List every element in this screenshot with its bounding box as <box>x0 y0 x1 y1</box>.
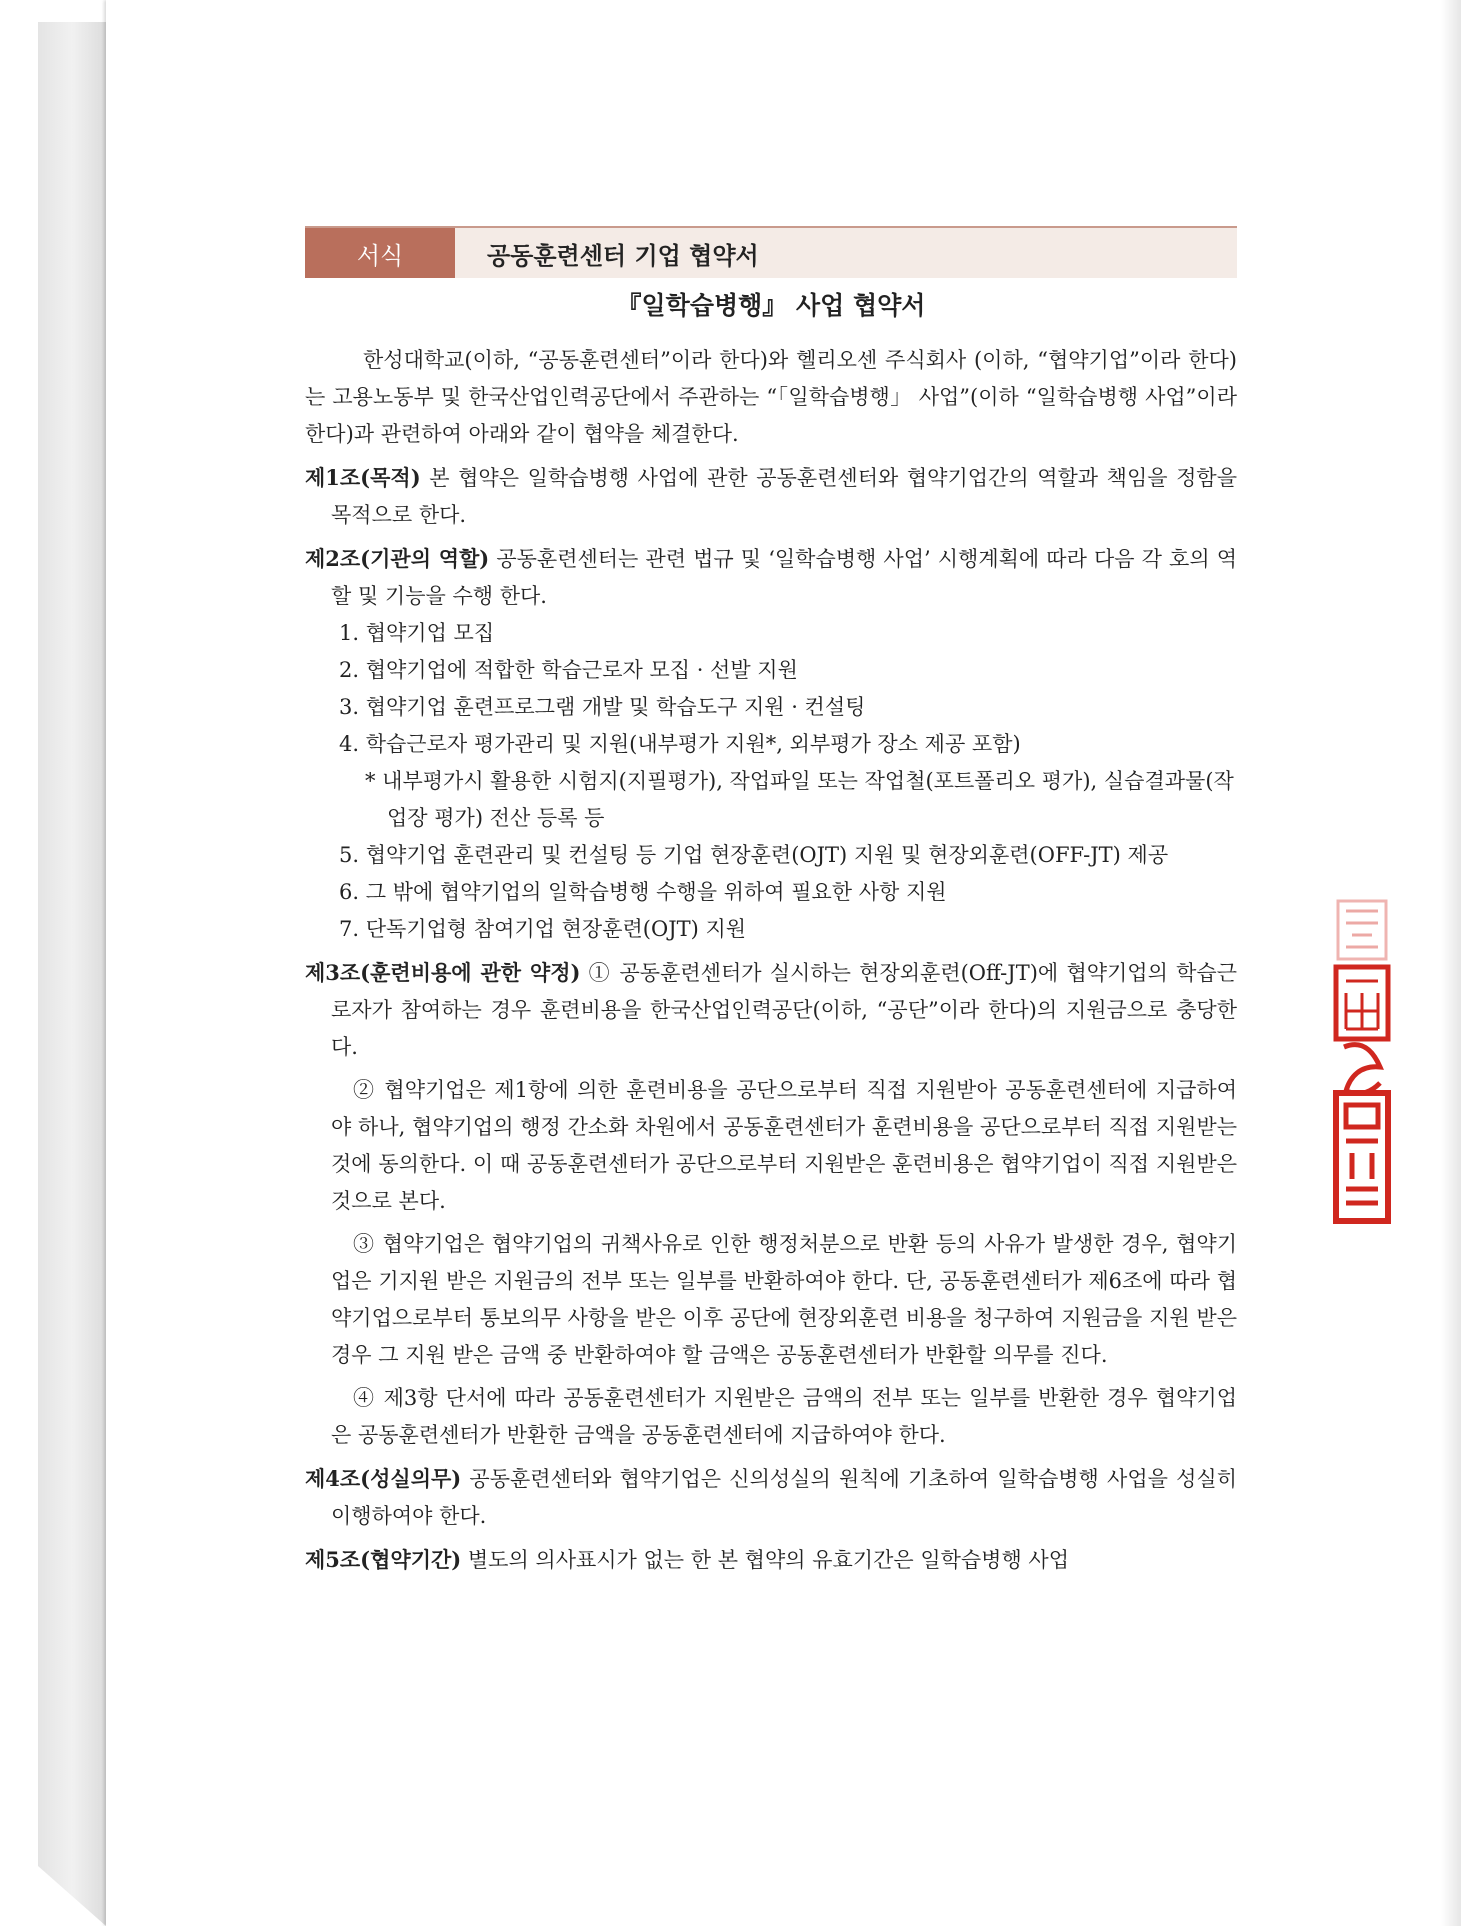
page-edge-shadow <box>1441 0 1461 1926</box>
article-3-clause-2: ② 협약기업은 제1항에 의한 훈련비용을 공단으로부터 직접 지원받아 공동훈련센터에 지급하여야 하나, 협약기업의 행정 간소화 차원에서 공동훈련센터가 훈련비용을 공단으로부터 직접 지원받는 것에 동의한다. 이 때 공동훈련센터가 공단으로부터 지원받은 훈련비용은 협약기업이 직접 지원받은 것으로 본다. <box>331 1078 1237 1213</box>
article-2-list <box>305 615 1237 763</box>
document-title: 『일학습병행』 사업 협약서 <box>616 291 926 320</box>
article-1 <box>305 459 1237 534</box>
list-item: 5. 협약기업 훈련관리 및 컨설팅 등 기업 현장훈련(OJT) 지원 및 현장외훈련(OFF-JT) 제공 <box>339 843 1169 867</box>
article-2-note: * 내부평가시 활용한 시험지(지필평가), 작업파일 또는 작업철(포트폴리오 평가), 실습결과물(작업장 평가) 전산 등록 등 <box>365 769 1234 830</box>
list-item: 7. 단독기업형 참여기업 현장훈련(OJT) 지원 <box>339 917 747 941</box>
list-item: 1. 협약기업 모집 <box>339 621 495 645</box>
article-4 <box>305 1460 1237 1535</box>
form-tag: 서식 <box>305 228 455 278</box>
article-3-heading: 제3조(훈련비용에 관한 약정) <box>305 960 581 985</box>
official-seal-stamp <box>1332 897 1392 1225</box>
article-1-text: 본 협약은 일학습병행 사업에 관한 공동훈련센터와 협약기업간의 역할과 책임을 정함을 목적으로 한다. <box>331 466 1237 527</box>
article-5-heading: 제5조(협약기간) <box>305 1547 462 1572</box>
list-item: 6. 그 밖에 협약기업의 일학습병행 수행을 위하여 필요한 사항 지원 <box>339 880 947 904</box>
article-2 <box>305 540 1237 615</box>
article-3 <box>305 954 1237 1066</box>
article-2-heading: 제2조(기관의 역할) <box>305 546 490 571</box>
form-title: 공동훈련센터 기업 협약서 <box>487 241 759 270</box>
agreement-document <box>305 226 1237 1579</box>
article-3-text: ① 공동훈련센터가 실시하는 현장외훈련(Off-JT)에 협약기업의 학습근로자가 참여하는 경우 훈련비용을 한국산업인력공단(이하, “공단”이라 한다)의 지원금으로 충당한다. <box>331 961 1237 1059</box>
intro-paragraph: 한성대학교(이하, “공동훈련센터”이라 한다)와 헬리오센 주식회사 (이하, “협약기업”이라 한다)는 고용노동부 및 한국산업인력공단에서 주관하는 “「일학습병행」 사업”(이하 “일학습병행 사업”이라 한다)과 관련하여 아래와 같이 협약을 체결한다. <box>305 348 1237 446</box>
form-header <box>305 226 1237 278</box>
article-3-clause-4: ④ 제3항 단서에 따라 공동훈련센터가 지원받은 금액의 전부 또는 일부를 반환한 경우 협약기업은 공동훈련센터가 반환한 금액을 공동훈련센터에 지급하여야 한다. <box>331 1386 1237 1447</box>
article-4-text: 공동훈련센터와 협약기업은 신의성실의 원칙에 기초하여 일학습병행 사업을 성실히 이행하여야 한다. <box>331 1467 1237 1528</box>
seal-marks <box>1336 901 1388 1221</box>
article-2-text: 공동훈련센터는 관련 법규 및 ‘일학습병행 사업’ 시행계획에 따라 다음 각 호의 역할 및 기능을 수행 한다. <box>331 547 1238 608</box>
list-item: 4. 학습근로자 평가관리 및 지원(내부평가 지원*, 외부평가 장소 제공 포함) <box>339 732 1021 756</box>
article-3-clause-3: ③ 협약기업은 협약기업의 귀책사유로 인한 행정처분으로 반환 등의 사유가 발생한 경우, 협약기업은 기지원 받은 지원금의 전부 또는 일부를 반환하여야 한다. 단, 공동훈련센터가 제6조에 따라 협약기업으로부터 통보의무 사항을 받은 이후 공단에 현장외훈련 비용을 청구하여 지원금을 지원 받은 경우 그 지원 받은 금액 중 반환하여야 할 금액은 공동훈련센터가 반환할 의무를 진다. <box>331 1232 1237 1367</box>
list-item: 2. 협약기업에 적합한 학습근로자 모집 · 선발 지원 <box>339 658 798 682</box>
article-5-text: 별도의 의사표시가 없는 한 본 협약의 유효기간은 일학습병행 사업 <box>461 1548 1070 1572</box>
document-spine <box>38 22 106 1926</box>
list-item: 3. 협약기업 훈련프로그램 개발 및 학습도구 지원 · 컨설팅 <box>339 695 866 719</box>
article-1-heading: 제1조(목적) <box>305 465 421 490</box>
article-4-heading: 제4조(성실의무) <box>305 1466 462 1491</box>
article-2-list-continued <box>305 837 1237 948</box>
article-5 <box>305 1541 1237 1579</box>
